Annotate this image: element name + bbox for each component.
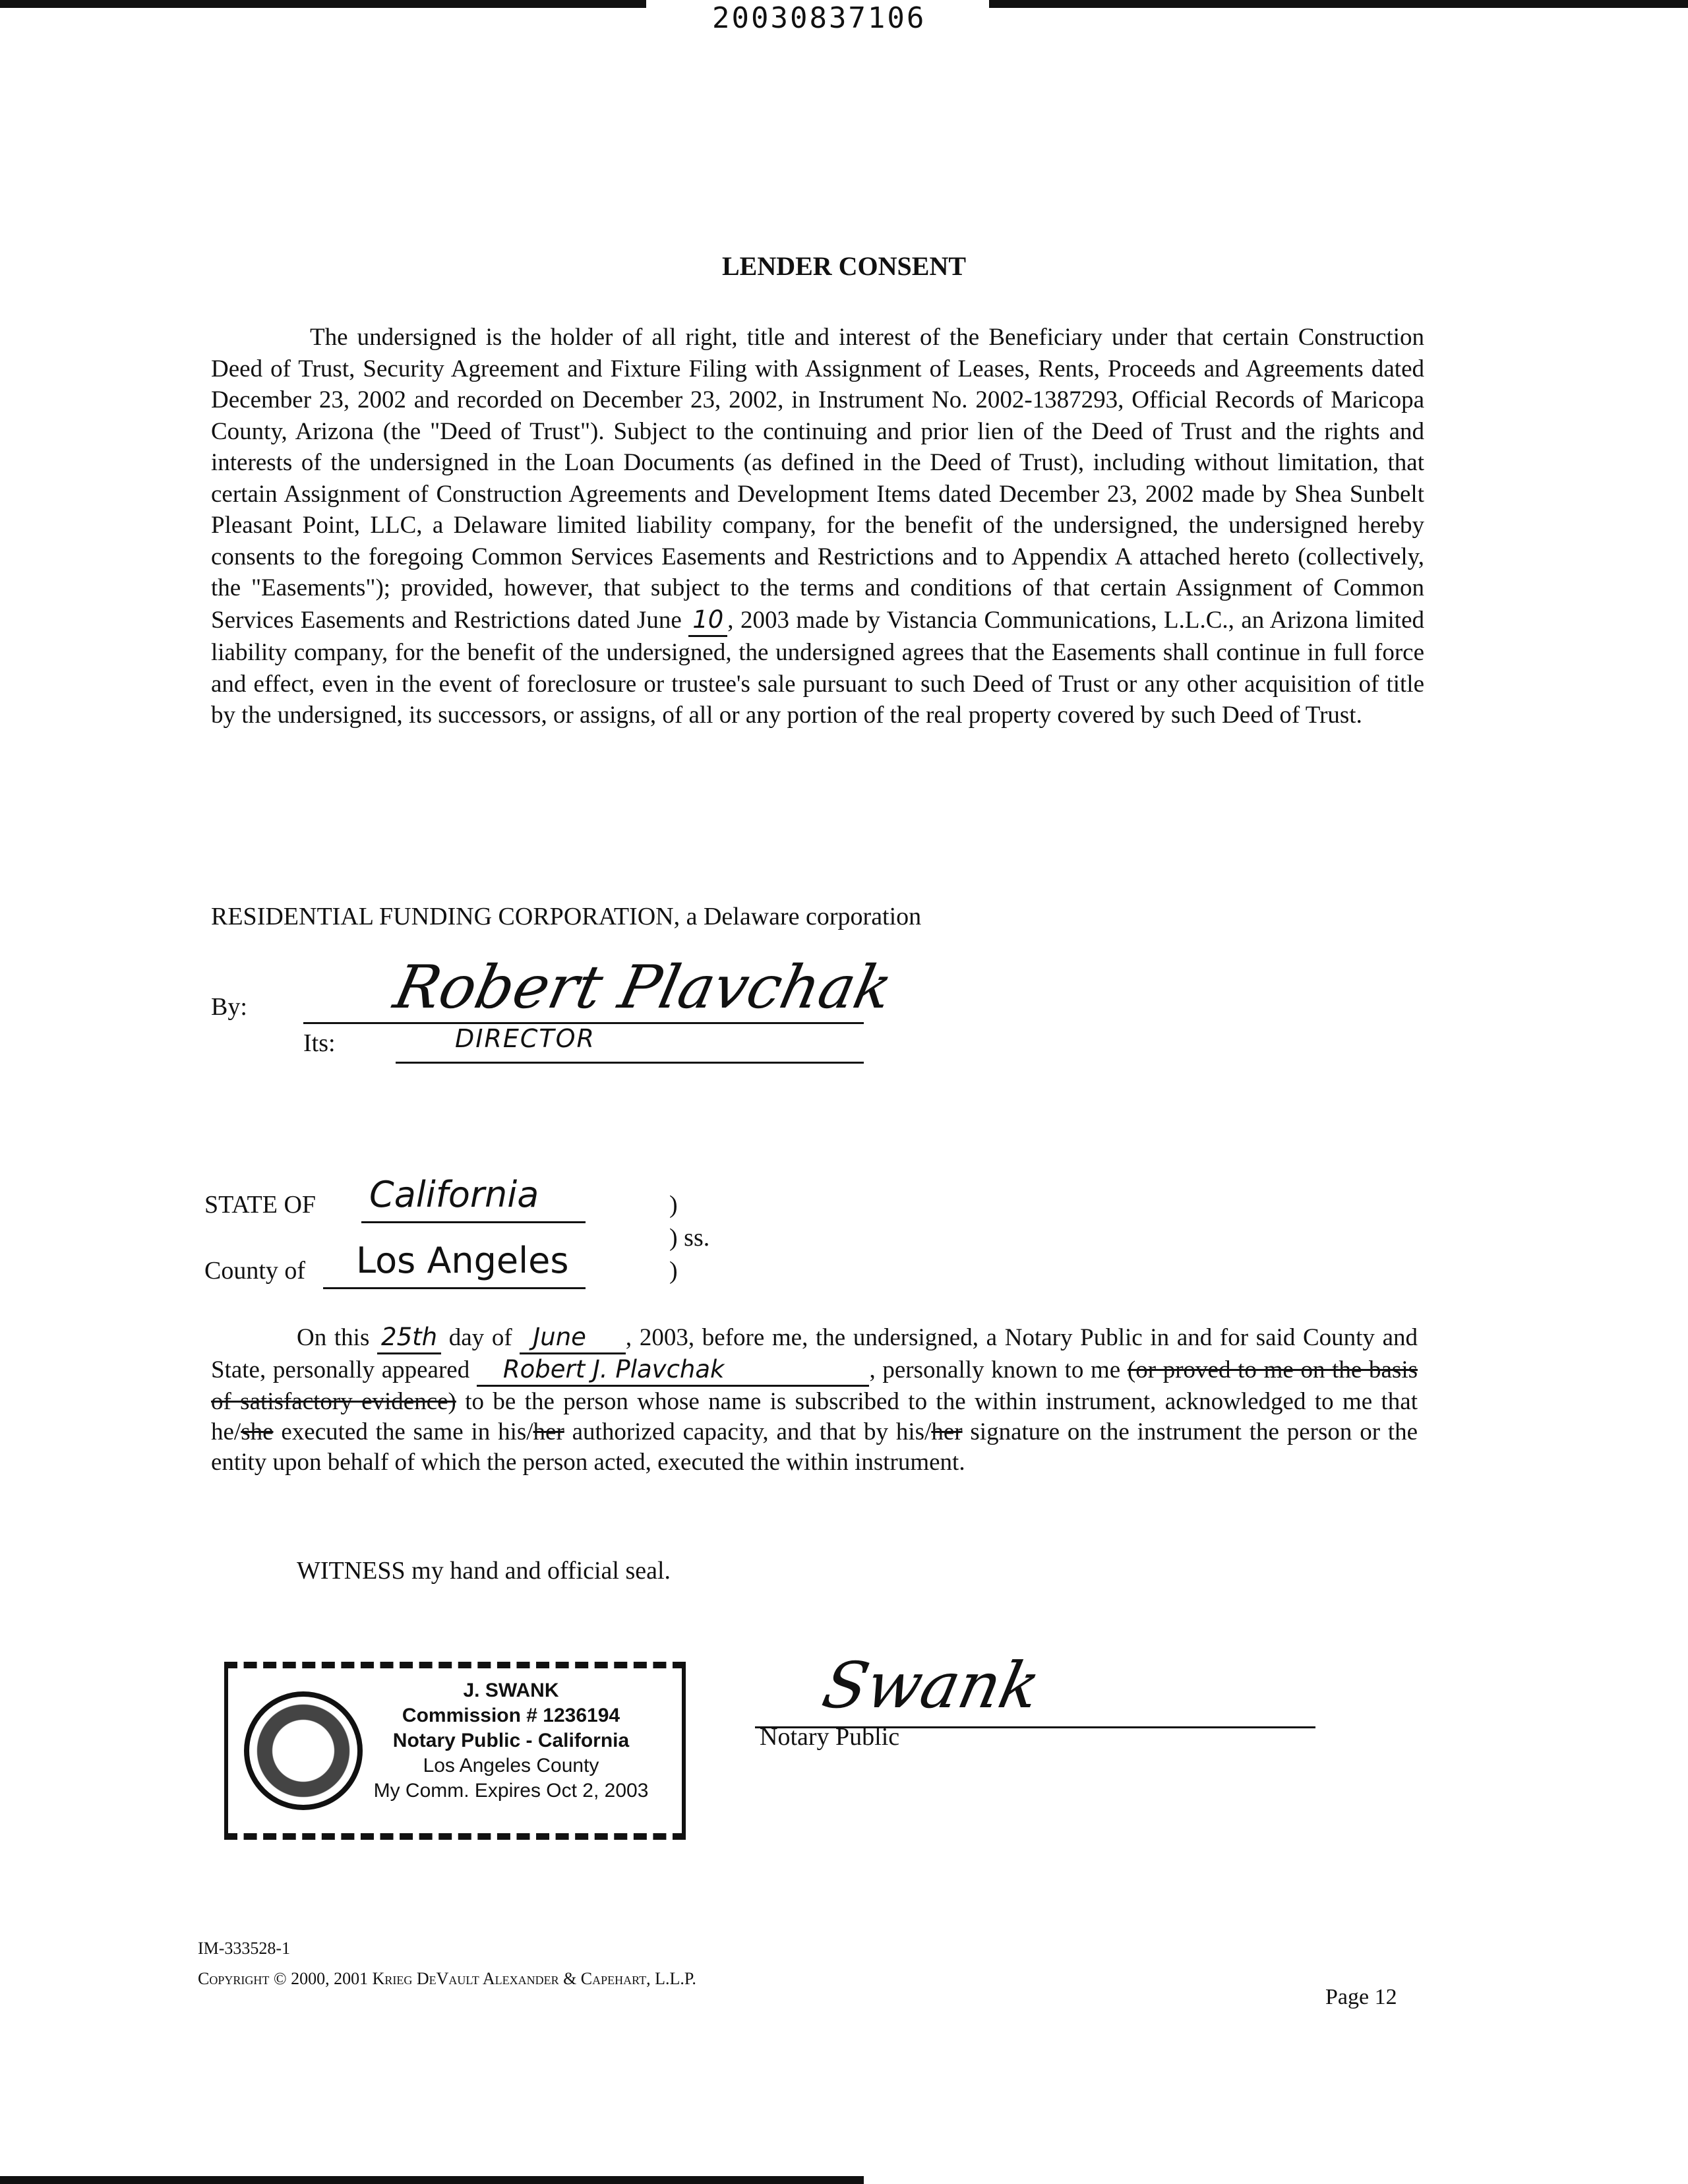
- struck-her-2: her: [931, 1418, 963, 1445]
- page-title: LENDER CONSENT: [721, 251, 967, 281]
- stamp-expiration: My Comm. Expires Oct 2, 2003: [373, 1780, 649, 1802]
- ack-text-4: executed the same in his/: [281, 1418, 533, 1445]
- day-of-text: day of: [448, 1324, 512, 1351]
- ss-label: ) ss.: [669, 1224, 710, 1252]
- stamp-county: Los Angeles County: [423, 1755, 599, 1776]
- scan-bottom-bar: [0, 2176, 864, 2184]
- county-line: [323, 1287, 586, 1289]
- notary-stamp-text: [369, 1678, 653, 1804]
- struck-her: her: [533, 1418, 564, 1445]
- stamp-name: J. SWANK: [463, 1680, 559, 1701]
- bracket-top: ): [669, 1191, 678, 1219]
- by-label: By:: [211, 993, 247, 1021]
- handwritten-day-25th: 25th: [377, 1322, 441, 1354]
- on-this-text: On this: [297, 1324, 370, 1351]
- ack-text-1: , 2003, before me, the undersigned, a Notary Public in and for said County and State, personally appeared: [211, 1324, 1418, 1383]
- california-seal-icon: [244, 1691, 363, 1810]
- signature-by: Robert Plavchak: [388, 953, 899, 1022]
- stamp-commission: Commission # 1236194: [402, 1705, 620, 1726]
- document-number: 20030837106: [712, 1, 926, 35]
- consent-text-rest: , 2003 made by Vistancia Communications, L.L.C., an Arizona limited liability company, for the benefit of the undersigned, the undersigned agrees that the Easements shall continue in full force and effect, even in the event of foreclosure or trustee's sale pursuant to such Deed of Trust or any other acquisition of title by the undersigned, its successors, or assigns, of all or any portion of the real property covered by such Deed of Trust.: [211, 606, 1425, 729]
- consent-text: The undersigned is the holder of all right, title and interest of the Beneficiary under that certain Construction Deed of Trust, Security Agreement and Fixture Filing with Assignment of Leases, Rents, Proceeds and Agreements dated December 23, 2002 and recorded on December 23, 2002, in Instrument No. 2002-1387293, Official Records of Maricopa County, Arizona (the "Deed of Trust"). Subject to the continuing and prior lien of the Deed of Trust and the rights and interests of the undersigned in the Loan Documents (as defined in the Deed of Trust), including without limitation, that certain Assignment of Construction Agreements and Development Items dated December 23, 2002 made by Shea Sunbelt Pleasant Point, LLC, a Delaware limited liability company, for the benefit of the undersigned, the undersigned hereby consents to the foregoing Common Services Easements and Restrictions and to Appendix A attached hereto (collectively, the "Easements"); provided, however, that subject to the terms and conditions of that certain Assignment of Common Services Easements and Restrictions dated June: [211, 324, 1424, 634]
- footer-doc-id: IM-333528-1: [198, 1939, 291, 1958]
- scan-top-bar-left: [0, 0, 646, 8]
- notary-signature: Swank: [816, 1649, 1047, 1722]
- scan-top-bar-right: [989, 0, 1688, 8]
- consent-paragraph: [211, 322, 1424, 731]
- county-value: Los Angeles: [356, 1240, 569, 1281]
- handwritten-person: Robert J. Plavchak: [477, 1354, 870, 1387]
- struck-she: she: [241, 1418, 274, 1445]
- bracket-bottom: ): [669, 1257, 678, 1285]
- ack-text-3: to be the person whose name is subscribed to the within instrument, acknowledged to me that he/: [211, 1388, 1418, 1445]
- acknowledgment-paragraph: [211, 1322, 1418, 1478]
- struck-evidence-text: (or proved to me on the basis of satisfactory evidence): [211, 1356, 1418, 1415]
- ack-text-2: , personally known to me: [869, 1356, 1121, 1383]
- ack-text-6: signature on the instrument the person or the entity upon behalf of which the person acted, executed the within instrument.: [211, 1418, 1418, 1476]
- handwritten-day: 10: [688, 604, 727, 638]
- handwritten-month: June: [520, 1322, 626, 1354]
- its-line: [396, 1062, 864, 1064]
- stamp-title: Notary Public - California: [392, 1730, 630, 1751]
- notary-public-label: Notary Public: [760, 1723, 900, 1751]
- page-number: Page 12: [1325, 1985, 1397, 2009]
- footer-copyright: Copyright © 2000, 2001 Krieg DeVault Alexander & Capehart, L.L.P.: [198, 1969, 696, 1988]
- county-label: County of: [204, 1257, 306, 1285]
- state-label: STATE OF: [204, 1191, 316, 1219]
- its-value: DIRECTOR: [455, 1024, 595, 1053]
- state-line: [361, 1221, 586, 1223]
- witness-line: WITNESS my hand and official seal.: [297, 1557, 671, 1585]
- corporation-name: RESIDENTIAL FUNDING CORPORATION, a Delaware corporation: [211, 903, 922, 930]
- state-value: California: [369, 1174, 539, 1215]
- its-label: Its:: [303, 1029, 336, 1057]
- ack-text-5: authorized capacity, and that by his/: [572, 1418, 932, 1445]
